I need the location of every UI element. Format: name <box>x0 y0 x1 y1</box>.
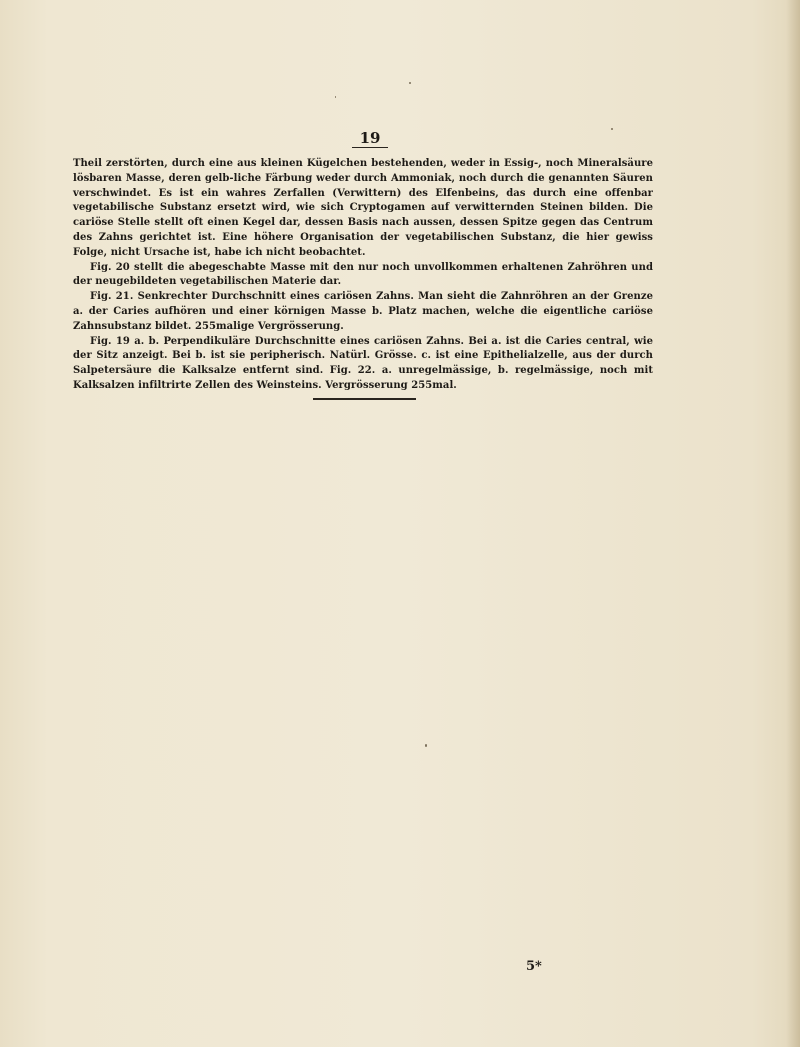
paragraph: Theil zerstörten, durch eine aus kleinen Kügelchen bestehenden, weder in Essig-, noch Mineralsäure lösbaren Masse, deren gelb-liche Färbung weder durch Ammoniak, noch durch die genannten Säuren verschwindet. Es ist ein wahres Zerfallen (Verwittern) des Elfenbeins, das durch eine offenbar vegetabilische Substanz ersetzt wird, wie sich Cryptogamen auf verwitternden Steinen bilden. Die cariöse Stelle stellt oft einen Kegel dar, dessen Basis nach aussen, dessen Spitze gegen das Centrum des Zahns gerichtet ist. Eine höhere Organisation der vegetabilischen Substanz, die hier gewiss Folge, nicht Ursache ist, habe ich nicht beobachtet. <box>73 158 653 258</box>
paragraph: Fig. 20 stellt die abegeschabte Masse mit den nur noch unvollkommen erhaltenen Zahröhren und der neugebildeten vegetabilischen Materie dar. <box>73 261 653 288</box>
paper-speck <box>611 128 613 130</box>
paragraph: Fig. 21. Senkrechter Durchschnitt eines cariösen Zahns. Man sieht die Zahnröhren an der Grenze a. der Caries aufhören und einer körnigen Masse b. Platz machen, welche die eigentliche cariöse Zahnsubstanz bildet. 255malige Vergrösserung. <box>73 291 653 332</box>
paragraph: Fig. 19 a. b. Perpendikuläre Durchschnitte eines cariösen Zahns. Bei a. ist die Caries central, wie der Sitz anzeigt. Bei b. ist sie peripherisch. Natürl. Grösse. c. ist eine Epithelialzelle, aus der durch Salpetersäure die Kalksalze entfernt sind. Fig. 22. a. unregelmässige, b. regelmässige, noch mit Kalksalzen infiltrirte Zellen des Weinsteins. Vergrösserung 255mal. <box>73 335 653 391</box>
signature-mark: 5* <box>526 959 542 974</box>
paper-speck <box>425 744 427 747</box>
page-edge-shadow <box>786 0 800 1047</box>
page-number: 19 <box>352 130 388 148</box>
section-divider <box>313 398 416 400</box>
paper-speck <box>335 96 336 98</box>
body-text <box>73 157 653 394</box>
paper-speck <box>409 82 411 84</box>
